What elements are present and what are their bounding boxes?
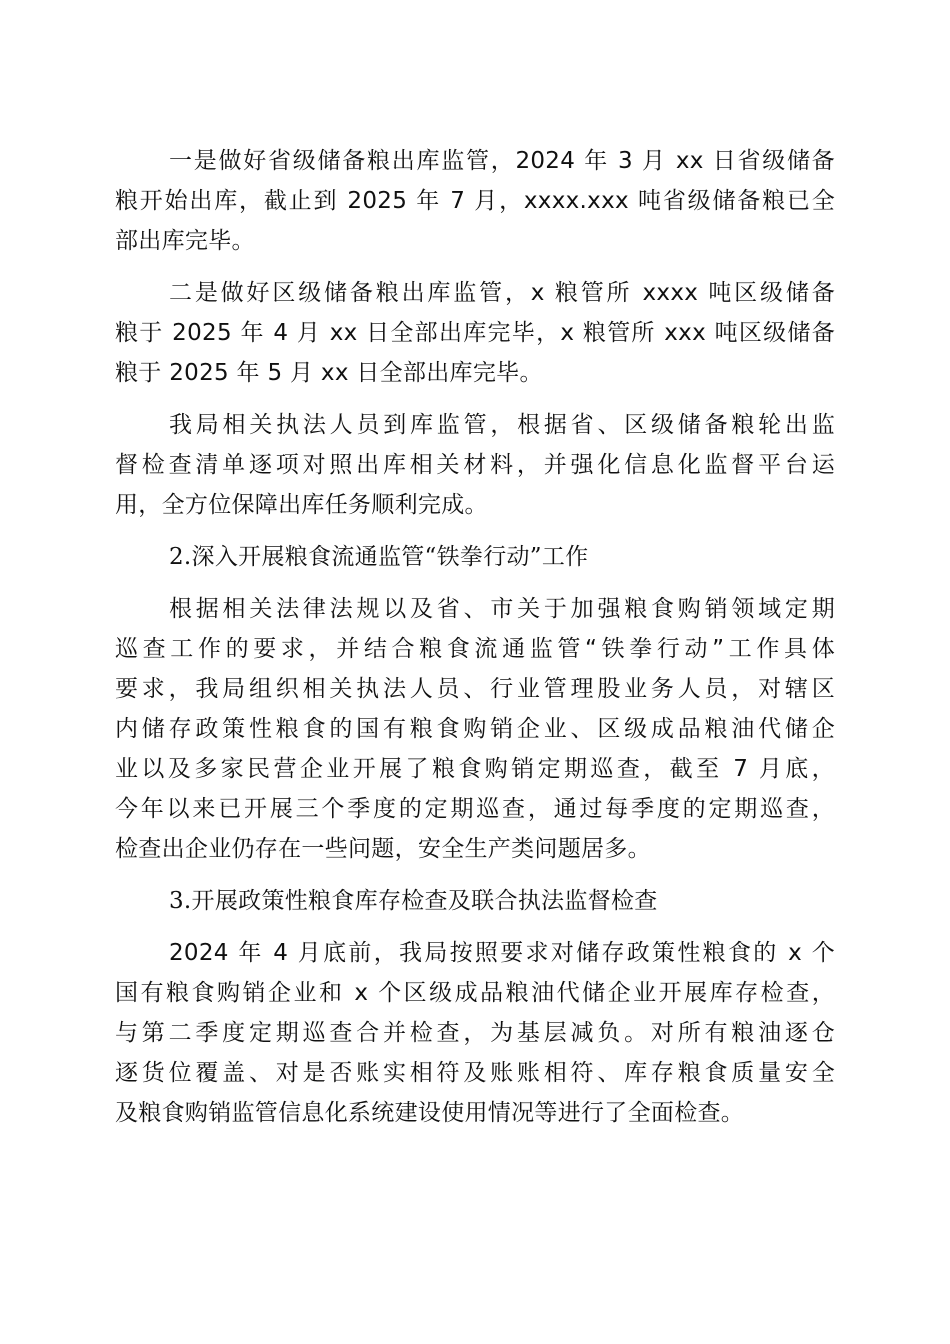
paragraph-line: 督检查清单逐项对照出库相关材料，并强化信息化监督平台运: [115, 452, 835, 478]
paragraph-line: 二是做好区级储备粮出库监管，x 粮管所 xxxx 吨区级储备: [169, 280, 835, 306]
section-heading-iron-fist: 2.深入开展粮食流通监管“铁拳行动”工作: [169, 544, 589, 570]
paragraph-line: 国有粮食购销企业和 x 个区级成品粮油代储企业开展库存检查，: [115, 980, 835, 1006]
paragraph-line: 粮开始出库，截止到 2025 年 7 月，xxxx.xxx 吨省级储备粮已全: [115, 188, 835, 214]
paragraph-line: 部出库完毕。: [115, 228, 255, 254]
paragraph-line: 巡查工作的要求，并结合粮食流通监管“铁拳行动”工作具体: [115, 636, 835, 662]
paragraph-line: 今年以来已开展三个季度的定期巡查，通过每季度的定期巡查，: [115, 796, 835, 822]
paragraph-periodic-inspection: [115, 589, 835, 869]
paragraph-inventory-inspection: [115, 933, 835, 1133]
paragraph-line: 用，全方位保障出库任务顺利完成。: [115, 492, 488, 518]
paragraph-line: 粮于 2025 年 4 月 xx 日全部出库完毕，x 粮管所 xxx 吨区级储备: [115, 320, 835, 346]
paragraph-line: 要求，我局组织相关执法人员、行业管理股业务人员，对辖区: [115, 676, 835, 702]
document-body: [115, 141, 835, 1133]
paragraph-on-site-supervision: [115, 405, 835, 525]
paragraph-line: 我局相关执法人员到库监管，根据省、区级储备粮轮出监: [169, 412, 835, 438]
paragraph-line: 2024 年 4 月底前，我局按照要求对储存政策性粮食的 x 个: [169, 940, 835, 966]
paragraph-line: 根据相关法律法规以及省、市关于加强粮食购销领域定期: [169, 596, 835, 622]
paragraph-line: 检查出企业仍存在一些问题，安全生产类问题居多。: [115, 836, 651, 862]
paragraph-line: 业以及多家民营企业开展了粮食购销定期巡查，截至 7 月底，: [115, 756, 835, 782]
paragraph-district-reserve: [115, 273, 835, 393]
paragraph-line: 与第二季度定期巡查合并检查，为基层减负。对所有粮油逐仓: [115, 1020, 835, 1046]
paragraph-line: 逐货位覆盖、对是否账实相符及账账相符、库存粮食质量安全: [115, 1060, 835, 1086]
paragraph-line: 内储存政策性粮食的国有粮食购销企业、区级成品粮油代储企: [115, 716, 835, 742]
paragraph-provincial-reserve: [115, 141, 835, 261]
paragraph-line: 粮于 2025 年 5 月 xx 日全部出库完毕。: [115, 360, 543, 386]
paragraph-line: 及粮食购销监管信息化系统建设使用情况等进行了全面检查。: [115, 1100, 745, 1126]
paragraph-line: 一是做好省级储备粮出库监管，2024 年 3 月 xx 日省级储备: [169, 148, 835, 174]
section-heading-inventory-check: 3.开展政策性粮食库存检查及联合执法监督检查: [169, 888, 658, 914]
